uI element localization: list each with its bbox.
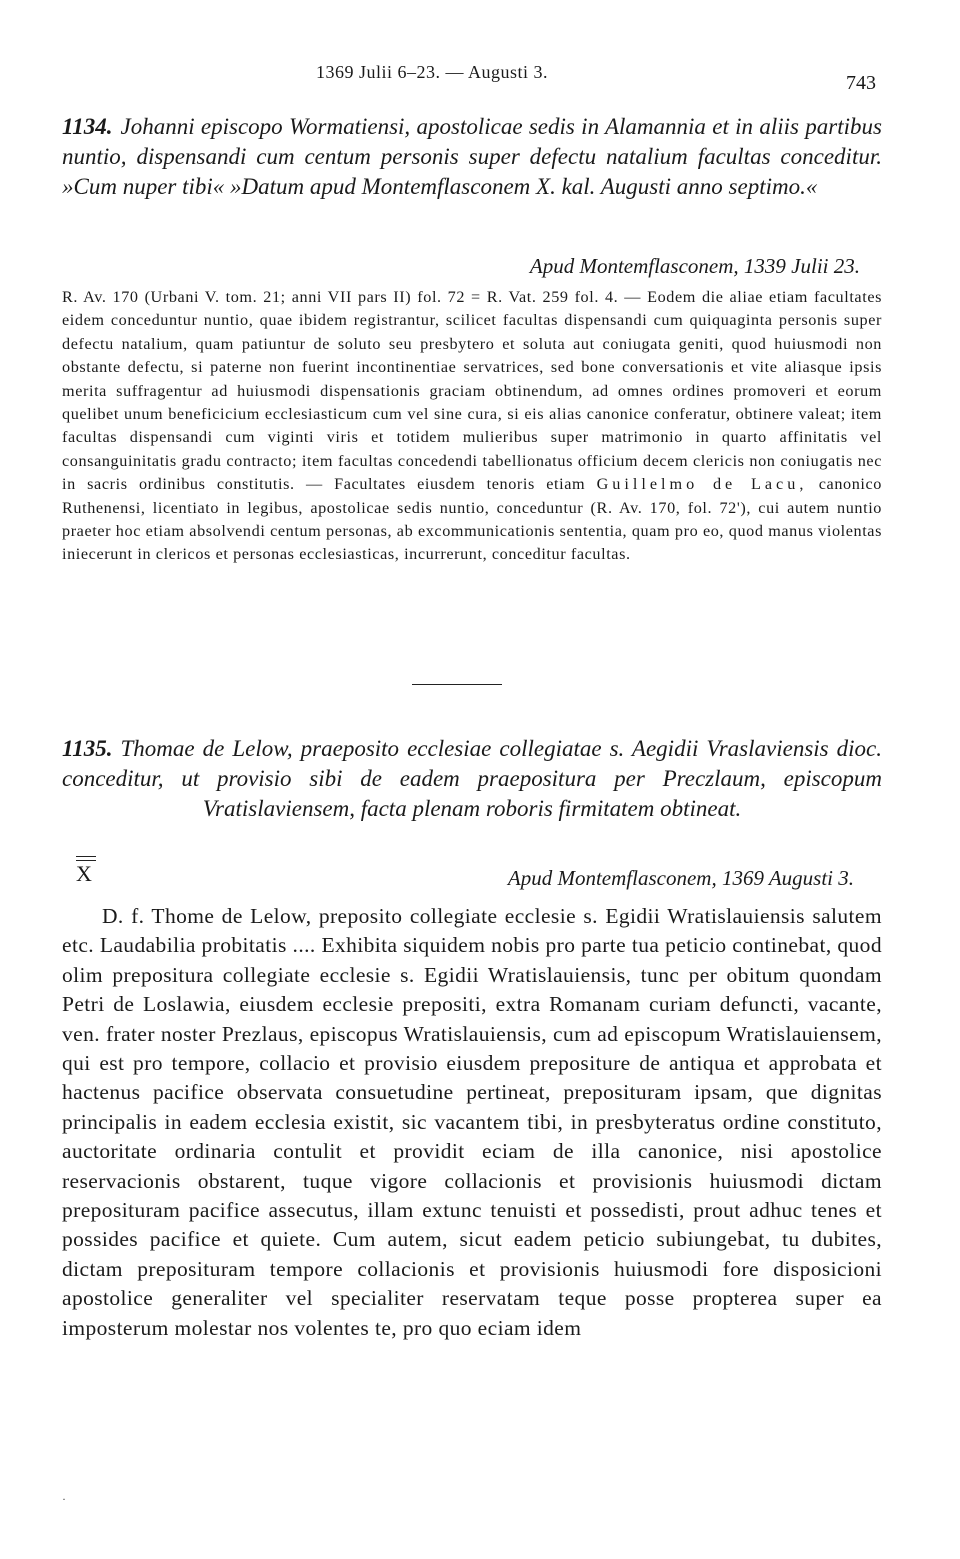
running-title: 1369 Julii 6–23. — Augusti 3. — [316, 62, 549, 82]
register-note-name: Guillelmo de Lacu, — [596, 475, 808, 494]
entry-1135-dateline-block — [62, 866, 882, 891]
entry-1135-summary — [62, 734, 882, 824]
entry-1134-dateline: Apud Montemflasconem, 1339 Julii 23. — [529, 254, 860, 278]
entry-1134 — [62, 112, 882, 202]
entry-number: 1134. — [62, 114, 113, 139]
stray-mark: · — [62, 1492, 66, 1506]
register-note — [62, 286, 882, 567]
margin-mark-letter: X — [76, 861, 92, 886]
register-note-text-b: canonico Ruthenensi, licentiato in legibus, apostolicae sedis nuntio, conceduntur (R. Av. 170, fol. 72'), cui autem nuntio praeter hoc etiam absolvendi centum personas, ab excommunicationis sententia, quam pro eo, quod manus violentas iniecerunt in clericos et personas ecclesiasticas, incurrerunt, conceditur facultas. — [62, 475, 882, 564]
entry-summary-text: Thomae de Lelow, praeposito ecclesiae collegiatae s. Aegidii Vraslaviensis dioc. conceditur, ut provisio sibi de eadem praepositura per Preczlaum, episcopum Vratislaviensem, facta plenam roboris firmitatem obtineat. — [62, 736, 882, 821]
entry-1135-letter — [62, 902, 882, 1343]
register-reference: R. Av. 170 (Urbani V. tom. 21; anni VII pars II) fol. 72 = R. Vat. 259 fol. 4. — — [62, 288, 642, 306]
entry-1134-dateline-block — [62, 254, 882, 279]
entry-summary-text: Johanni episcopo Wormatiensi, apostolicae sedis in Alamannia et in aliis partibus nuntio, dispensandi cum centum personis super defectu natalium facultas conceditur. »Cum nuper tibi« »Datum apud Montemflasconem X. kal. Augusti anno septimo.« — [62, 114, 882, 199]
entry-number: 1135. — [62, 736, 113, 761]
entry-1135-dateline: Apud Montemflasconem, 1369 Augusti 3. — [507, 866, 854, 890]
entry-1134-summary — [62, 112, 882, 202]
entry-1134-register-note — [62, 286, 882, 567]
entry-1135 — [62, 734, 882, 824]
page-number: 743 — [846, 72, 876, 94]
letter-text: D. f. Thome de Lelow, preposito collegiate ecclesie s. Egidii Wratislauiensis salutem etc. Laudabilia probitatis .... Exhibita siquidem nobis pro parte tua peticio continebat, quod olim prepositura collegiate ecclesie s. Egidii Wratislauiensis, tunc per obitum quondam Petri de Loslawia, eiusdem ecclesie prepositi, extra Romanam curiam defuncti, vacante, ven. frater noster Prezlaus, episcopus Wratislauiensis, cum ad episcopum Wratislauiensem, qui est pro tempore, collacio et provisio eiusdem prepositure de antiqua et approbata et hactenus pacifice observata consuetudine pertineat, preposituram ipsam, que dignitas principalis in eadem ecclesia existit, sic vacantem tibi, in presbyteratus ordine constituto, auctoritate ordinaria contulit et providit eciam de illa canonice, nisi apostolice reservacionis obstarent, tuque vigore collacionis et provisionis huiusmodi dictam preposituram pacifice assecutus, illam extunc tenuisti et possedisti, prout adhuc tenes et possides pacifice et quiete. Cum autem, sicut eadem peticio subiungebat, tu dubites, dictam preposituram tempore collacionis et provisionis huiusmodi fore disposicioni apostolice generaliter vel specialiter reservatam teque posse propterea super ea imposterum molestar nos volentes te, pro quo eciam idem — [62, 904, 882, 1340]
section-separator — [412, 684, 502, 685]
register-note-text-a: Eodem die aliae etiam facultates eidem conceduntur nuntio, quae ibidem registrantur, scilicet facultas dispensandi cum quiquaginta personis super defectu natalium, quam patiuntur de soluto seu presbytero et soluta aut coniugata geniti, quod huiusmodi non obstante defectu, si paterne non fuerint incontinentiae servatrices, sed bone conversationis et vite aliasque ipsis merita suffragentur ad huiusmodi dispensationis graciam obtinendum, ad omnes ordines promoveri et eorum quelibet unum beneficicium ecclesiasticum cum vel sine cura, si eis alias canonice conferatur, obtinere valeat; item facultas dispensandi cum viginti viris et totidem mulieribus super matrimonio in quarto affinitatis vel consanguinitatis gradu contracto; item facultas concedendi tabellionatus officium decem clericis non coniugatis nec in sacris ordinibus constitutis. — Facultates eiusdem tenoris etiam — [62, 288, 883, 494]
